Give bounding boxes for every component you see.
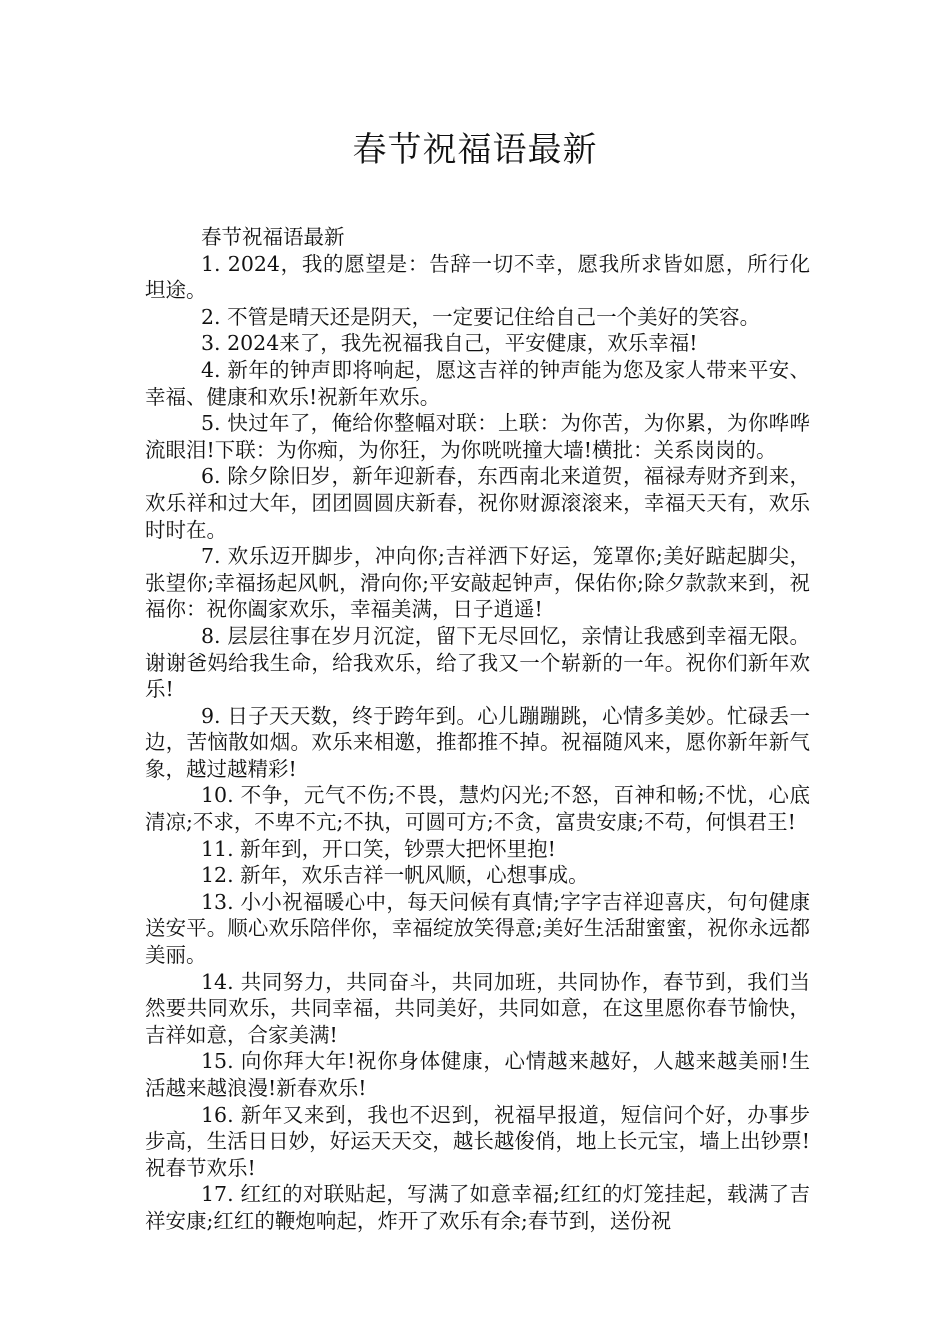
paragraph-item-8: 8. 层层往事在岁月沉淀，留下无尽回忆，亲情让我感到幸福无限。谢谢爸妈给我生命，给我欢乐，给了我又一个崭新的一年。祝你们新年欢乐! [145, 623, 810, 702]
paragraph-item-2: 2. 不管是晴天还是阴天，一定要记住给自己一个美好的笑容。 [201, 304, 761, 329]
paragraph-item-15: 15. 向你拜大年!祝你身体健康，心情越来越好，人越来越美丽!生活越来越浪漫!新春欢乐! [145, 1049, 810, 1100]
paragraph-subtitle: 春节祝福语最新 [201, 225, 345, 249]
paragraph-item-1: 1. 2024，我的愿望是：告辞一切不幸，愿我所求皆如愿，所行化坦途。 [145, 251, 810, 303]
paragraph-item-17: 17. 红红的对联贴起，写满了如意幸福;红红的灯笼挂起，载满了吉祥安康;红红的鞭炮响起，炸开了欢乐有余;春节到，送份祝 [145, 1182, 810, 1233]
document-body [145, 224, 810, 1235]
paragraph-item-11: 11. 新年到，开口笑，钞票大把怀里抱! [201, 836, 556, 861]
paragraph-item-13: 13. 小小祝福暖心中，每天问候有真情;字字吉祥迎喜庆，句句健康送安平。顺心欢乐陪伴你，幸福绽放笑得意;美好生活甜蜜蜜，祝你永远都美丽。 [145, 889, 810, 968]
paragraph-item-12: 12. 新年，欢乐吉祥一帆风顺，心想事成。 [201, 863, 589, 888]
paragraph-item-10: 10. 不争，元气不伤;不畏，慧灼闪光;不怒，百神和畅;不忧，心底清凉;不求，不卑不亢;不执，可圆可方;不贪，富贵安康;不苟，何惧君王! [145, 783, 810, 835]
paragraph-item-14: 14. 共同努力，共同奋斗，共同加班，共同协作，春节到，我们当然要共同欢乐，共同幸福，共同美好，共同如意，在这里愿你春节愉快，吉祥如意，合家美满! [145, 969, 810, 1047]
paragraph-item-7: 7. 欢乐迈开脚步，冲向你;吉祥洒下好运，笼罩你;美好踮起脚尖，张望你;幸福扬起风帆，滑向你;平安敲起钟声，保佑你;除夕款款来到，祝福你：祝你阖家欢乐，幸福美满，日子逍遥! [145, 544, 810, 622]
paragraph-item-5: 5. 快过年了，俺给你整幅对联：上联：为你苦，为你累，为你哗哗流眼泪!下联：为你痴，为你狂，为你咣咣撞大墙!横批：关系岗岗的。 [145, 411, 810, 462]
paragraph-item-4: 4. 新年的钟声即将响起，愿这吉祥的钟声能为您及家人带来平安、幸福、健康和欢乐!祝新年欢乐。 [145, 357, 810, 409]
paragraph-item-16: 16. 新年又来到，我也不迟到，祝福早报道，短信问个好，办事步步高，生活日日妙，好运天天交，越长越俊俏，地上长元宝，墙上出钞票!祝春节欢乐! [145, 1102, 810, 1180]
paragraph-item-3: 3. 2024来了，我先祝福我自己，平安健康，欢乐幸福! [201, 331, 698, 356]
document-title: 春节祝福语最新 [352, 130, 598, 170]
paragraph-item-9: 9. 日子天天数，终于跨年到。心儿蹦蹦跳，心情多美妙。忙碌丢一边，苦恼散如烟。欢乐来相邀，推都推不掉。祝福随风来，愿你新年新气象，越过越精彩! [145, 703, 810, 781]
paragraph-item-6: 6. 除夕除旧岁，新年迎新春，东西南北来道贺，福禄寿财齐到来，欢乐祥和过大年，团团圆圆庆新春，祝你财源滚滚来，幸福天天有，欢乐时时在。 [145, 464, 810, 542]
